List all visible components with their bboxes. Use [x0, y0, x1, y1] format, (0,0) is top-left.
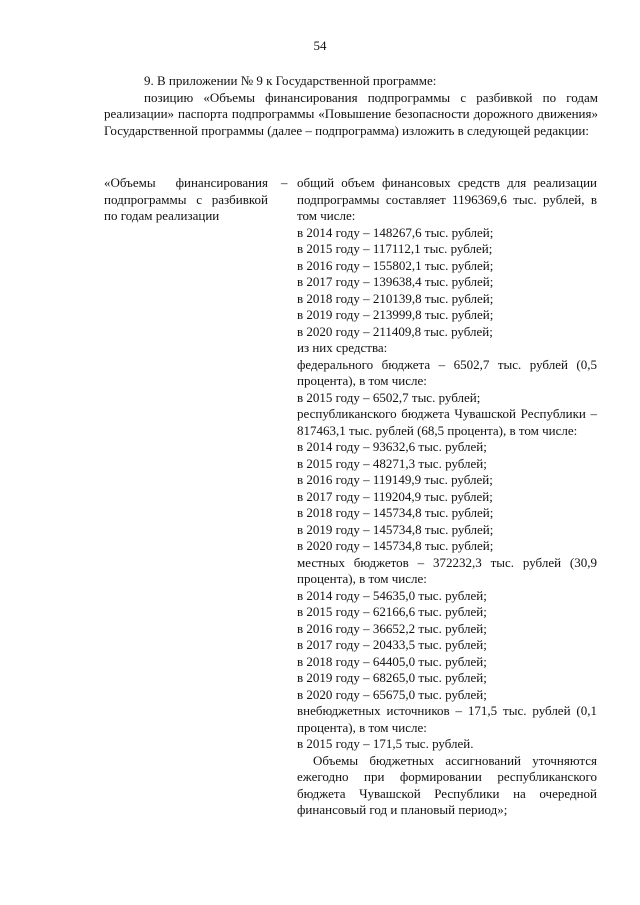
federal-year-line: в 2015 году – 6502,7 тыс. рублей; [297, 389, 481, 405]
closing-note: Объемы бюджетных ассигнований уточняются ежегодно при формировании республиканского бюджета Чувашской Республики на очередной финансовый год и плановый период»; [297, 752, 597, 817]
republic-year-line: в 2019 году – 145734,8 тыс. рублей; [297, 521, 494, 537]
republic-budget: республиканского бюджета Чувашской Республики – 817463,1 тыс. рублей (68,5 процента), в том числе: [297, 406, 597, 438]
instruction-paragraph: позицию «Объемы финансирования подпрограммы с разбивкой по годам реализации» паспорта подпрограммы «Повышение безопасности дорожного движения» Государственной программы (далее – подпрограмма) изложить в следующей редакции: [104, 89, 598, 138]
of-them-label: из них средства: [297, 340, 388, 355]
funding-details [297, 175, 597, 819]
dash-separator: – [281, 175, 288, 190]
republic-year-line: в 2018 году – 145734,8 тыс. рублей; [297, 505, 494, 520]
total-year-line: в 2014 году – 148267,6 тыс. рублей; [297, 224, 494, 240]
federal-budget: федерального бюджета – 6502,7 тыс. рублей (0,5 процента), в том числе: [297, 356, 597, 388]
extrabudget-sources: внебюджетных источников – 171,5 тыс. рублей (0,1 процента), в том числе: [297, 703, 597, 735]
local-budget: местных бюджетов – 372232,3 тыс. рублей (30,9 процента), в том числе: [297, 554, 597, 586]
republic-year-line: в 2015 году – 48271,3 тыс. рублей; [297, 455, 487, 471]
local-year-line: в 2019 году – 68265,0 тыс. рублей; [297, 670, 487, 685]
republic-year-line: в 2020 году – 145734,8 тыс. рублей; [297, 538, 494, 553]
total-year-line: в 2015 году – 117112,1 тыс. рублей; [297, 241, 493, 256]
intro-section [104, 73, 598, 139]
local-year-line: в 2017 году – 20433,5 тыс. рублей; [297, 637, 487, 652]
republic-year-line: в 2016 году – 119149,9 тыс. рублей; [297, 472, 493, 487]
total-year-line: в 2016 году – 155802,1 тыс. рублей; [297, 257, 494, 273]
total-funding: общий объем финансовых средств для реализации подпрограммы составляет 1196369,6 тыс. рублей, в том числе: [297, 175, 597, 223]
extrabudget-year-line: в 2015 году – 171,5 тыс. рублей. [297, 736, 474, 751]
total-year-line: в 2020 году – 211409,8 тыс. рублей; [297, 323, 493, 339]
total-year-line: в 2019 году – 213999,8 тыс. рублей; [297, 307, 494, 322]
local-year-line: в 2014 году – 54635,0 тыс. рублей; [297, 587, 487, 603]
republic-year-line: в 2014 году – 93632,6 тыс. рублей; [297, 439, 487, 454]
page-number: 54 [313, 38, 327, 53]
republic-year-line: в 2017 году – 119204,9 тыс. рублей; [297, 488, 493, 504]
funding-label: «Объемы финансирования подпрограммы с разбивкой по годам реализации [104, 175, 268, 223]
item-heading: 9. В приложении № 9 к Государственной программе: [144, 73, 437, 88]
local-year-line: в 2018 году – 64405,0 тыс. рублей; [297, 653, 487, 669]
total-year-line: в 2017 году – 139638,4 тыс. рублей; [297, 274, 494, 289]
local-year-line: в 2015 году – 62166,6 тыс. рублей; [297, 604, 487, 619]
local-year-line: в 2020 году – 65675,0 тыс. рублей; [297, 686, 487, 702]
local-year-line: в 2016 году – 36652,2 тыс. рублей; [297, 620, 487, 636]
total-year-line: в 2018 году – 210139,8 тыс. рублей; [297, 290, 494, 306]
